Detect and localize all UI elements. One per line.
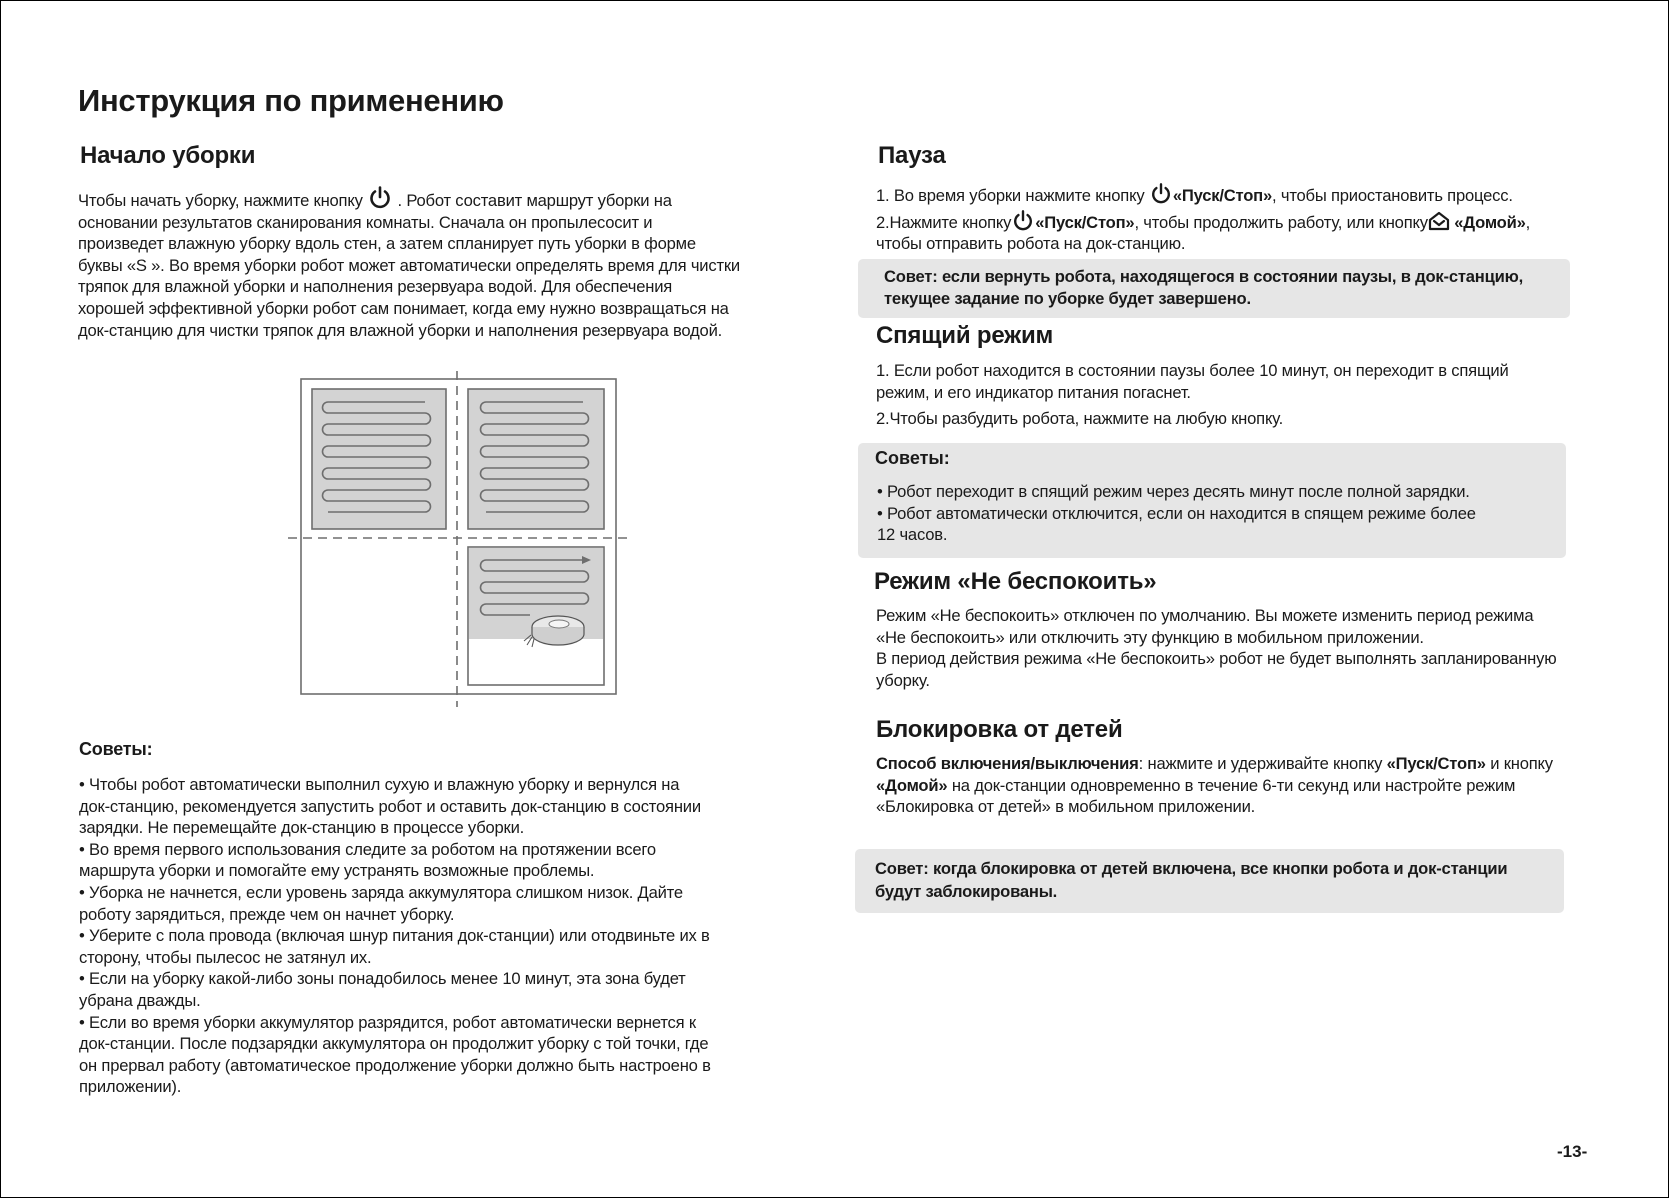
childlock-line-1: Способ включения/выключения: нажмите и удерживайте кнопку «Пуск/Стоп» и кнопку: [876, 754, 1553, 773]
zone-top-right: [468, 389, 604, 529]
tips-left-title: Советы:: [79, 739, 153, 759]
childlock-text: Способ включения/выключения: нажмите и удерживайте кнопку «Пуск/Стоп» и кнопку «Домой» на док-станции одновременно в течение 6-ти секунд или настройте режим «Блокировка от детей» в мобильном приложении.: [876, 753, 1636, 818]
power-icon: [367, 186, 393, 210]
page-title: Инструкция по применению: [78, 83, 504, 118]
sleep-title: Спящий режим: [876, 322, 1054, 349]
cleaning-path-diagram: [280, 365, 640, 710]
pause-text: 1. Во время уборки нажмите кнопку «Пуск/Стоп», чтобы приостановить процесс. 2.Нажмите кнопку «Пуск/Стоп», чтобы продолжить работу, или кнопку «Домой», чтобы отправить робота на док-станцию.: [876, 183, 1596, 255]
page-number: -13-: [1557, 1142, 1588, 1161]
pause-tip-text: Совет: если вернуть робота, находящегося в состоянии паузы, в док-станцию, текущее задание по уборке будет завершено.: [884, 267, 1524, 308]
sleep-tips-box: [858, 443, 1566, 558]
zone-top-left: [312, 389, 446, 529]
childlock-tip-box: [855, 849, 1564, 913]
start-cleaning-paragraph: Чтобы начать уборку, нажмите кнопку . Робот составит маршрут уборки на основании результатов сканирования комнаты. Сначала он пропылесосит и произведет влажную уборку вдоль стен, а затем спланирует путь уборки в форме буквы «S ». Во время уборки робот может автоматически определять время для чистки тряпок для влажной уборки и наполнения резервуара водой. Для обеспечения хорошей эффективной уборки робот сам понимает, когда ему нужно возвращаться на док-станцию для чистки тряпок для влажной уборки и наполнения резервуара водой.: [78, 186, 808, 341]
power-icon: [1149, 183, 1173, 205]
sleep-tips-list: • Робот переходит в спящий режим через десять минут после полной зарядки. • Робот автоматически отключится, если он находится в спящем режиме более 12 часов.: [877, 482, 1476, 545]
home-icon: [1428, 211, 1450, 231]
power-icon: [1011, 210, 1035, 232]
dnd-title: Режим «Не беспокоить»: [874, 568, 1157, 595]
childlock-line-2: «Домой» на док-станции одновременно в течение 6-ти секунд или настройте режим: [876, 775, 1516, 795]
pause-line-2: 2.Нажмите кнопку «Пуск/Стоп», чтобы продолжить работу, или кнопку «Домой»,: [876, 210, 1596, 234]
pause-title: Пауза: [878, 142, 946, 169]
sleep-text: 1. Если робот находится в состоянии паузы более 10 минут, он переходит в спящий режим, и его индикатор питания погаснет. 2.Чтобы разбудить робота, нажмите на любую кнопку.: [876, 361, 1509, 429]
dnd-text: Режим «Не беспокоить» отключен по умолчанию. Вы можете изменить период режима «Не беспокоить» или отключить эту функцию в мобильном приложении. В период действия режима «Не беспокоить» робот не будет выполнять запланированную уборку.: [876, 606, 1557, 690]
pause-line-1: 1. Во время уборки нажмите кнопку «Пуск/Стоп», чтобы приостановить процесс.: [876, 183, 1596, 207]
childlock-tip-text: Совет: когда блокировка от детей включена, все кнопки робота и док-станции будут заблокированы.: [875, 859, 1508, 901]
start-cleaning-title: Начало уборки: [80, 142, 256, 169]
start-first-line: Чтобы начать уборку, нажмите кнопку . Робот составит маршрут уборки на: [78, 186, 808, 212]
pause-tip-box: [858, 259, 1570, 318]
sleep-tips-title: Советы:: [875, 448, 950, 468]
childlock-title: Блокировка от детей: [876, 716, 1123, 743]
tips-left-list: • Чтобы робот автоматически выполнил сухую и влажную уборку и вернулся на док-станцию, рекомендуется запустить робот и оставить док-станцию в состоянии зарядки. Не перемещайте док-станцию в процессе уборки. • Во время первого использования следите за роботом на протяжении всего маршрута уборки и помогайте ему устранять возможные проблемы. • Уборка не начнется, если уровень заряда аккумулятора слишком низок. Дайте роботу зарядиться, прежде чем он начнет уборку. • Уберите с пола провода (включая шнур питания док-станции) или отодвиньте их в сторону, чтобы пылесос не затянул их. • Если на уборку какой-либо зоны понадобилось менее 10 минут, эта зона будет убрана дважды. • Если во время уборки аккумулятор разрядится, робот автоматически вернется к док-станции. После подзарядки аккумулятора он продолжит уборку с той точки, где он прервал работу (автоматическое продолжение уборки должно быть настроено в приложении).: [79, 775, 711, 1097]
